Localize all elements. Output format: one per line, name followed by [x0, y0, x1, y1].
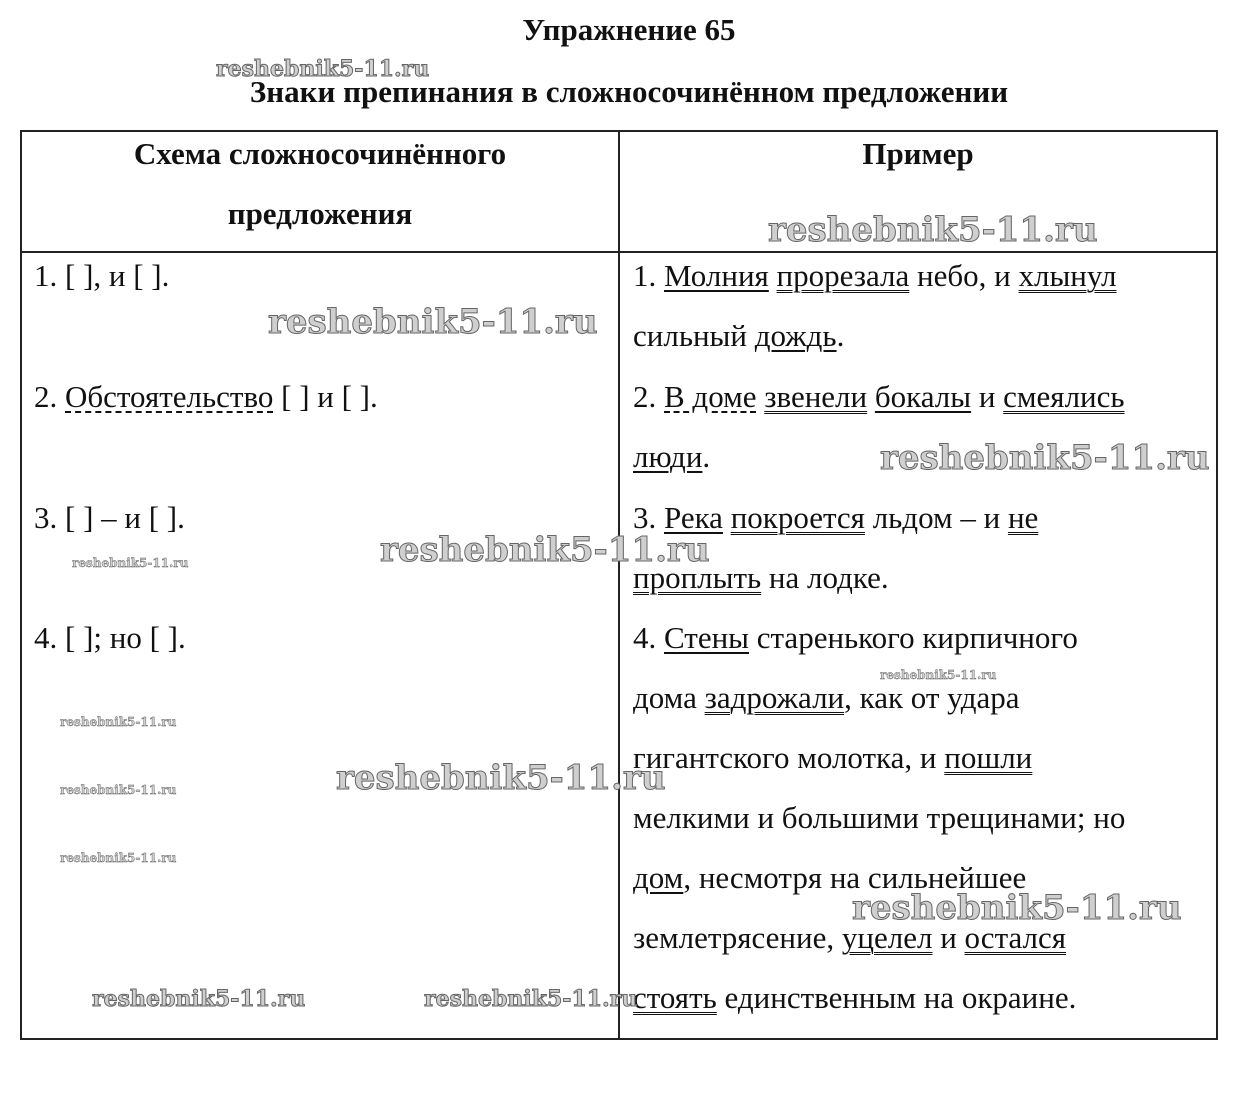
plain-text: , несмотря на сильнейшее	[683, 860, 1027, 895]
plain-text: старенького кирпичного	[749, 620, 1078, 655]
predicate-word: проплыть	[633, 560, 762, 595]
plain-text: на лодке.	[761, 560, 889, 595]
plain-text: сильный	[633, 318, 755, 353]
plain-text: льдом – и	[864, 500, 1008, 535]
space	[723, 500, 731, 535]
plain-text: дома	[633, 680, 705, 715]
predicate-word: не	[1007, 500, 1039, 535]
scheme-2-adverbial: Обстоятельство	[65, 379, 274, 414]
header-example: Пример	[862, 136, 974, 171]
header-scheme-line1: Схема сложносочинённого	[133, 136, 507, 171]
predicate-word: покроется	[730, 500, 865, 535]
watermark: reshebnik5-11.ru	[380, 530, 710, 570]
watermark: reshebnik5-11.ru	[216, 56, 430, 82]
example-2-line1	[633, 367, 1203, 427]
example-3-line2	[633, 548, 1203, 608]
scheme-3: 3. [ ] – и [ ].	[34, 500, 185, 535]
watermark: reshebnik5-11.ru	[768, 210, 1098, 250]
adverbial-phrase: В доме	[664, 379, 757, 414]
predicate-word: остался	[964, 920, 1067, 955]
plain-text: и	[932, 920, 965, 955]
watermark: reshebnik5-11.ru	[92, 986, 306, 1012]
predicate-word: задрожали	[704, 680, 845, 715]
plain-text: и	[971, 379, 1004, 414]
space	[769, 258, 777, 293]
predicate-word: смеялись	[1003, 379, 1125, 414]
plain-text: .	[702, 439, 711, 474]
example-1-number: 1.	[633, 258, 664, 293]
plain-text: .	[836, 318, 845, 353]
example-4-line4: мелкими и большими трещинами; но	[633, 800, 1126, 835]
example-1	[633, 246, 1203, 366]
subject-word: Стены	[664, 620, 749, 655]
scheme-4: 4. [ ]; но [ ].	[34, 620, 186, 655]
watermark: reshebnik5-11.ru	[852, 888, 1182, 928]
predicate-word: стоять	[633, 980, 717, 1015]
watermark: reshebnik5-11.ru	[268, 302, 598, 342]
watermark: reshebnik5-11.ru	[880, 668, 997, 682]
scheme-2	[34, 367, 604, 427]
scheme-2-number: 2.	[34, 379, 65, 414]
predicate-word: прорезала	[776, 258, 910, 293]
header-scheme-line2: предложения	[227, 196, 413, 231]
example-3-line1	[633, 488, 1203, 548]
subject-word: Река	[664, 500, 723, 535]
watermark: reshebnik5-11.ru	[336, 758, 666, 798]
subject-word: дом	[633, 860, 684, 895]
header-scheme	[22, 124, 618, 244]
example-3	[633, 488, 1203, 608]
plain-text: единственным на окраине.	[716, 980, 1077, 1015]
subject-word: Молния	[664, 258, 769, 293]
watermark: reshebnik5-11.ru	[60, 715, 177, 729]
watermark: reshebnik5-11.ru	[60, 851, 177, 865]
column-divider	[618, 130, 620, 1040]
example-1-line2	[633, 306, 1203, 366]
subject-word: бокалы	[874, 379, 972, 414]
exercise-title: Упражнение 65	[522, 12, 736, 47]
example-4-line3	[633, 728, 1203, 788]
predicate-word: пошли	[944, 740, 1033, 775]
example-1-line1	[633, 246, 1203, 306]
space	[867, 379, 875, 414]
example-3-number: 3.	[633, 500, 664, 535]
subject-word: дождь	[754, 318, 837, 353]
plain-text: гигантского молотка, и	[633, 740, 945, 775]
plain-text: , как от удара	[844, 680, 1020, 715]
example-4-line7	[633, 968, 1203, 1028]
subject-word: люди	[633, 439, 703, 474]
plain-text: землетрясение,	[633, 920, 842, 955]
example-4-line1	[633, 608, 1203, 668]
scheme-1: 1. [ ], и [ ].	[34, 258, 170, 293]
watermark: reshebnik5-11.ru	[880, 438, 1210, 478]
example-4-number: 4.	[633, 620, 664, 655]
table-subtitle: Знаки препинания в сложносочинённом предложении	[249, 74, 1009, 109]
example-2-number: 2.	[633, 379, 664, 414]
scheme-2-rest: [ ] и [ ].	[273, 379, 378, 414]
predicate-word: уцелел	[841, 920, 933, 955]
watermark: reshebnik5-11.ru	[72, 556, 189, 570]
predicate-word: хлынул	[1018, 258, 1117, 293]
predicate-word: звенели	[764, 379, 868, 414]
watermark: reshebnik5-11.ru	[424, 986, 638, 1012]
plain-text: небо, и	[909, 258, 1019, 293]
watermark: reshebnik5-11.ru	[60, 783, 177, 797]
